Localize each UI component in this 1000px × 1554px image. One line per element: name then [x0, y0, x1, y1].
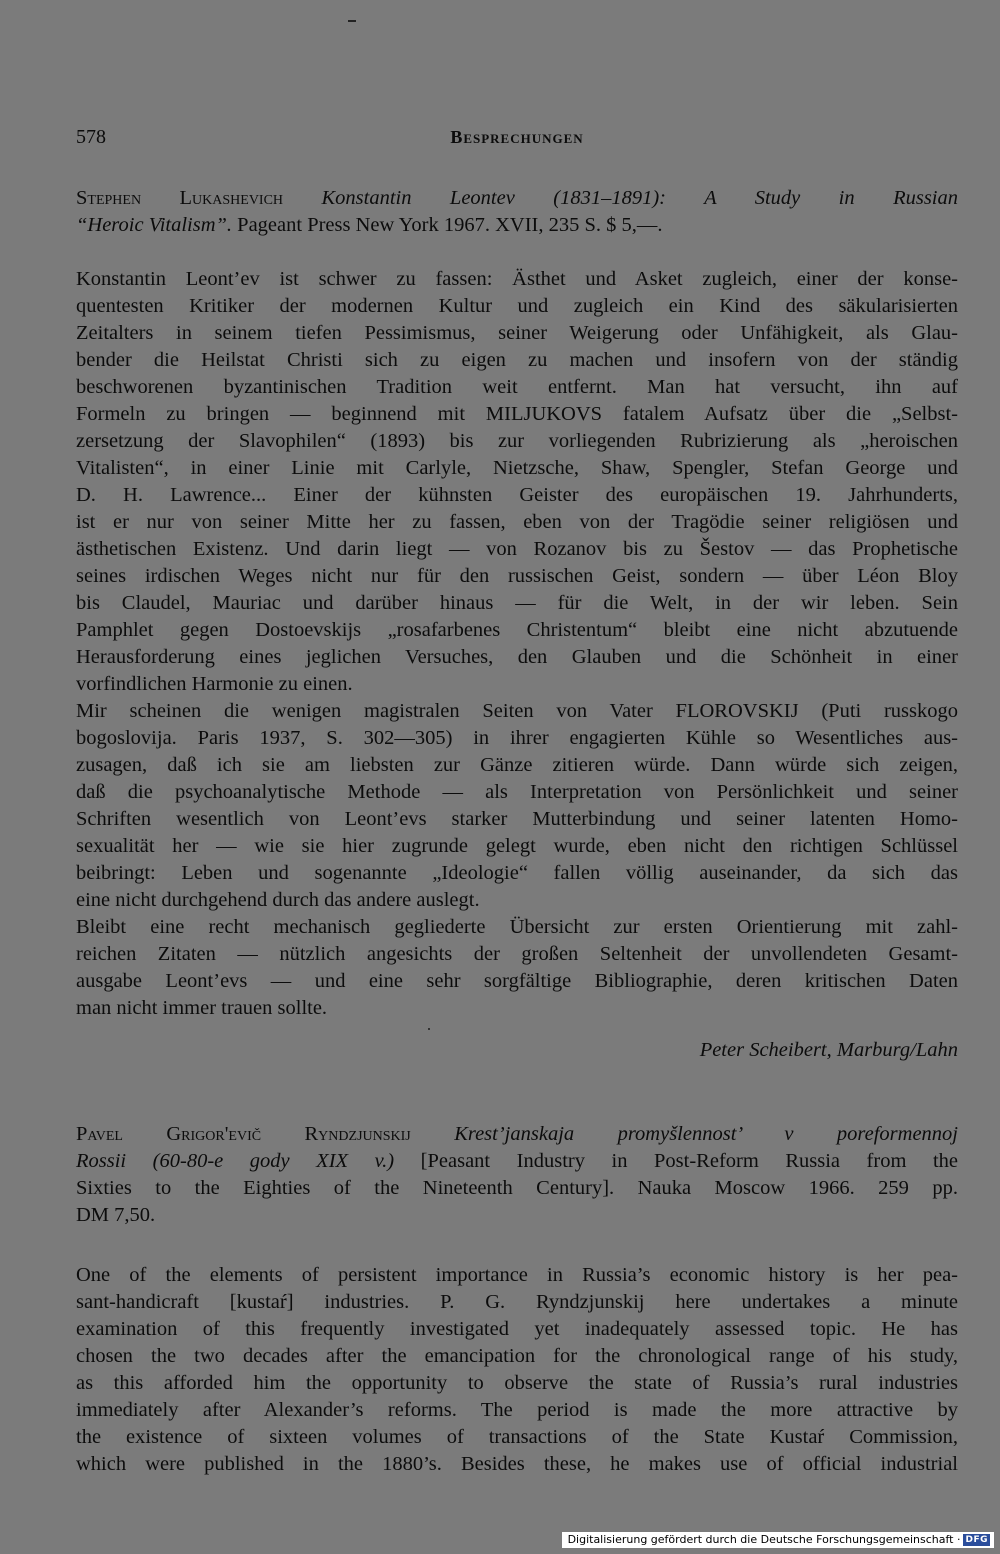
text-line: ausgabe Leont’evs — und eine sehr sorgfältige Bibliographie, deren kritischen Daten [76, 970, 958, 992]
text-line: chosen the two decades after the emancipation for the chronological range of his study, [76, 1345, 958, 1367]
review1-title: Konstantin Leontev (1831–1891): A Study in Russian [321, 187, 959, 209]
review1-body [76, 266, 958, 1022]
text-line: as this afforded him the opportunity to observe the state of Russia’s rural industries [76, 1372, 958, 1394]
text-line: bogoslovija. Paris 1937, S. 302—305) in ihrer engagierten Kühle so Wesentliches aus- [76, 727, 958, 749]
text-line: beibringt: Leben und sogenannte „Ideologie“ fallen völlig auseinander, da sich das [76, 862, 958, 884]
text-line: sant-handicraft [kustaŕ] industries. P. G. Ryndzjunskij here undertakes a minute [76, 1291, 958, 1313]
text-line: ist er nur von seiner Mitte her zu fassen, eben von der Tragödie seiner religiösen und [76, 511, 958, 533]
text-line: quentesten Kritiker der modernen Kultur und zugleich ein Kind des säkularisierten [76, 295, 958, 317]
text-line: examination of this frequently investigated yet inadequately assessed topic. He has [76, 1318, 958, 1340]
scan-mark [348, 20, 356, 22]
citation-line [76, 1175, 958, 1202]
text-line: sexualität her — wie sie hier zugrunde gelegt wurde, eben nicht den richtigen Schlüssel [76, 835, 958, 857]
page-header [76, 126, 958, 154]
text-line: Konstantin Leont’ev ist schwer zu fassen: Ästhet und Asket zugleich, einer der konse- [76, 268, 958, 290]
footer-text: Digitalisierung gefördert durch die Deutsche Forschungsgemeinschaft · [567, 1533, 961, 1546]
text-line: D. H. Lawrence... Einer der kühnsten Geister des europäischen 19. Jahrhunderts, [76, 484, 958, 506]
review1-signature: Peter Scheibert, Marburg/Lahn [699, 1039, 958, 1061]
text-line: ästhetischen Existenz. Und darin liegt — von Rozanov bis zu Šestov — das Prophetische [76, 538, 958, 560]
text-line: daß die psychoanalytische Methode — als Interpretation von Persönlichkeit und seiner [76, 781, 958, 803]
text-line: Formeln zu bringen — beginnend mit MILJUKOVS fatalem Aufsatz über die „Selbst- [76, 403, 958, 425]
text-line: seines irdischen Weges nicht nur für den russischen Geist, sondern — über Léon Bloy [76, 565, 958, 587]
text-line: beschworenen byzantinischen Tradition weit entfernt. Man hat versucht, ihn auf [76, 376, 958, 398]
text-line: zusagen, daß ich sie am liebsten zur Gänze zitieren würde. Dann würde sich zeigen, [76, 754, 958, 776]
text-line: Pamphlet gegen Dostoevskijs „rosafarbenes Christentum“ bleibt eine nicht abzutuende [76, 619, 958, 641]
review1-citation [76, 185, 958, 239]
scan-speck [428, 1028, 430, 1030]
review2-citation [76, 1121, 958, 1229]
text-line: eine nicht durchgehend durch das andere auslegt. [76, 889, 480, 911]
text-line: reichen Zitaten — nützlich angesichts der großen Seltenheit der unvollendeten Gesamt- [76, 943, 958, 965]
text-line: Zeitalters in seinem tiefen Pessimismus, seiner Weigerung oder Unfähigkeit, als Glau- [76, 322, 958, 344]
review1-title-cont: “Heroic Vitalism”. [76, 214, 233, 236]
text-line: Herausforderung eines jeglichen Versuches, den Glauben und die Schönheit in einer [76, 646, 958, 668]
dfg-logo: DFG [965, 1535, 988, 1545]
review2-author: Pavel Grigor'evič Ryndzjunskij [76, 1123, 411, 1145]
text-line: immediately after Alexander’s reforms. The period is made the more attractive by [76, 1399, 958, 1421]
review1-publisher: Pageant Press New York 1967. XVII, 235 S. $ 5,—. [232, 214, 663, 236]
citation-line [76, 212, 958, 239]
review2-title-cont: Rossii (60-80-e gody XIX v.) [76, 1150, 395, 1172]
review1-author: Stephen Lukashevich [76, 187, 284, 209]
review2-price: DM 7,50. [76, 1204, 156, 1226]
text-line: Schriften wesentlich von Leont’evs starker Mutterbindung und seiner latenten Homo- [76, 808, 958, 830]
citation-line [76, 1202, 958, 1229]
text-line: zersetzung der Slavophilen“ (1893) bis zur vorliegenden Rubrizierung als „heroischen [76, 430, 958, 452]
review2-body [76, 1262, 958, 1478]
review2-translation-cont: Sixties to the Eighties of the Nineteenth Century]. Nauka Moscow 1966. 259 pp. [76, 1177, 958, 1199]
text-line: Bleibt eine recht mechanisch gegliederte Übersicht zur ersten Orientierung mit zahl- [76, 916, 958, 938]
dfg-footer [562, 1532, 994, 1548]
text-line: One of the elements of persistent importance in Russia’s economic history is her pea- [76, 1264, 958, 1286]
text-line: the existence of sixteen volumes of transactions of the State Kustaŕ Commission, [76, 1426, 958, 1448]
review2-translation: [Peasant Industry in Post-Reform Russia from the [394, 1150, 958, 1172]
text-line: bis Claudel, Mauriac und darüber hinaus — für die Welt, in der wir leben. Sein [76, 592, 958, 614]
text-line: Vitalisten“, in einer Linie mit Carlyle, Nietzsche, Shaw, Spengler, Stefan George und [76, 457, 958, 479]
text-line: bender die Heilstat Christi sich zu eigen zu machen und insofern von der ständig [76, 349, 958, 371]
text-line: which were published in the 1880’s. Besides these, he makes use of official industrial [76, 1453, 958, 1475]
text-line: man nicht immer trauen sollte. [76, 997, 328, 1019]
text-line: Mir scheinen die wenigen magistralen Seiten von Vater FLOROVSKIJ (Puti russkogo [76, 700, 958, 722]
review2-title: Krest’janskaja promyšlennost’ v poreformennoj [454, 1123, 959, 1145]
text-line: vorfindlichen Harmonie zu einen. [76, 673, 353, 695]
running-title: Besprechungen [450, 127, 584, 147]
citation-line [76, 185, 958, 212]
citation-line [76, 1121, 958, 1148]
page-number: 578 [76, 126, 106, 148]
citation-line [76, 1148, 958, 1175]
